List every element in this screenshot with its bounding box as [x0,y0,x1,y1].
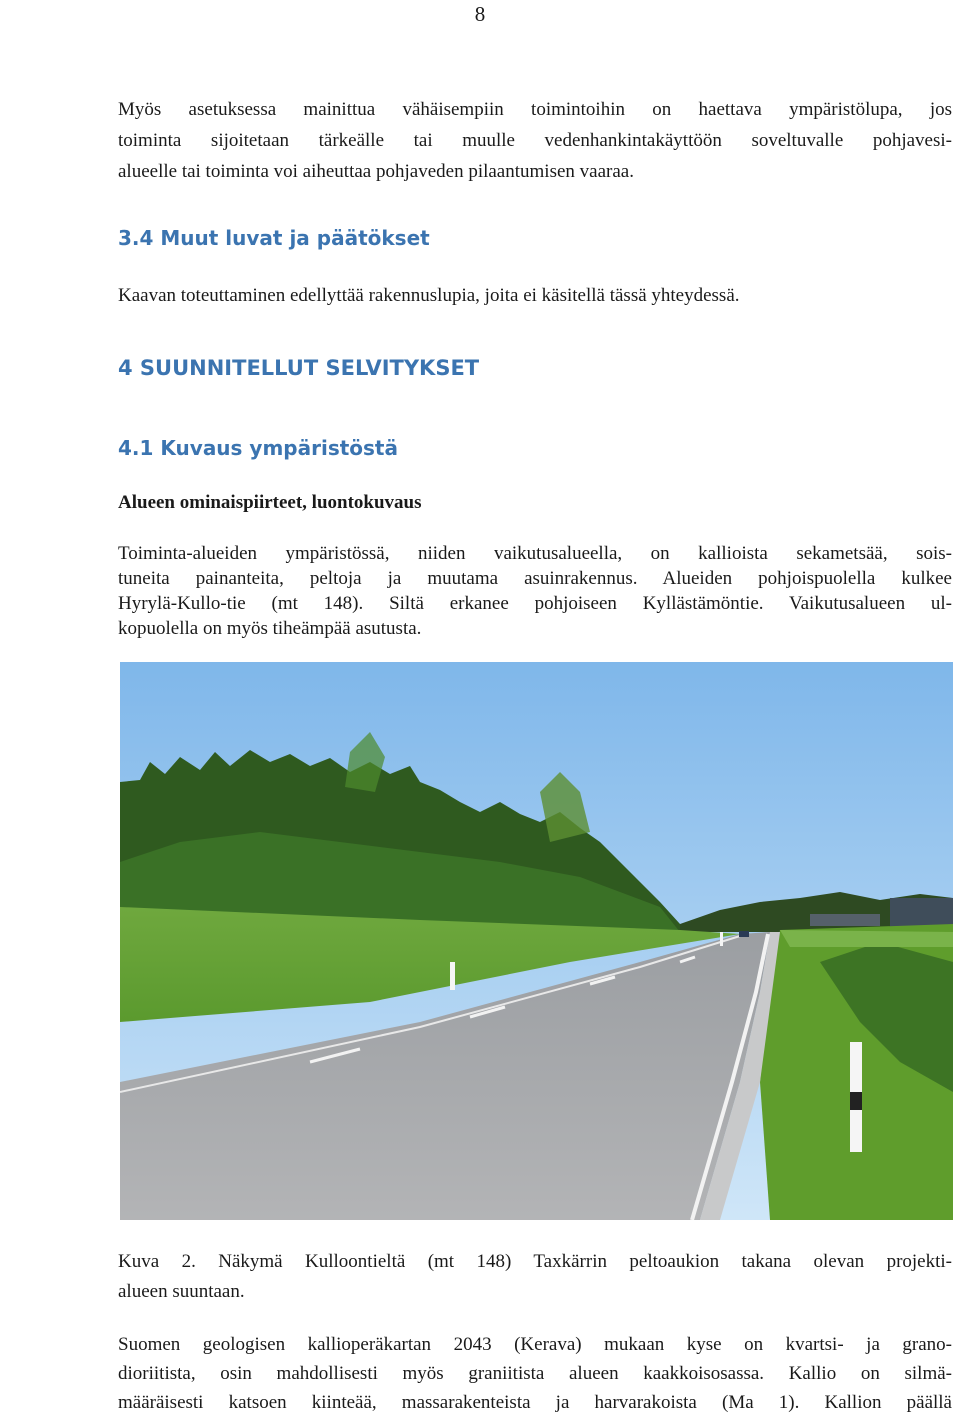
closing-paragraph [118,1330,952,1417]
section-4-heading: 4 SUUNNITELLUT SELVITYKSET [118,356,480,380]
section-4-1-line: Toiminta-alueiden ympäristössä, niiden vaikutusalueella, on kallioista sekametsää, sois- [118,543,952,564]
section-4-1-heading: 4.1 Kuvaus ympäristöstä [118,436,398,460]
intro-line: Myös asetuksessa mainittua vähäisempiin toimintoihin on haettava ympäristölupa, jos [118,99,952,120]
caption-line: Kuva 2. Näkymä Kulloontieltä (mt 148) Taxkärrin peltoaukion takana olevan projekti- [118,1251,952,1272]
section-4-1-line: tuneita painanteita, peltoja ja muutama asuinrakennus. Alueiden pohjoispuolella kulkee [118,568,952,589]
figure-caption [118,1247,952,1307]
section-3-4-text [118,280,952,311]
closing-line: Suomen geologisen kallioperäkartan 2043 (Kerava) mukaan kyse on kvartsi- ja grano- [118,1334,952,1355]
section-4-1-line: Hyrylä-Kullo-tie (mt 148). Siltä erkanee pohjoiseen Kyllästämöntie. Vaikutusalueen ul- [118,593,952,614]
intro-line: alueelle tai toiminta voi aiheuttaa pohjaveden pilaantumisen vaaraa. [118,161,634,182]
section-3-4-heading: 3.4 Muut luvat ja päätökset [118,226,430,250]
section-4-1-line: kopuolella on myös tiheämpää asutusta. [118,618,422,639]
intro-paragraph [118,94,952,187]
section-4-1-subheading: Alueen ominaispiirteet, luontokuvaus [118,492,422,513]
page-number: 8 [474,2,486,26]
caption-line: alueen suuntaan. [118,1281,245,1302]
section-4-1-paragraph [118,541,952,641]
intro-line: toiminta sijoitetaan tärkeälle tai muulle vedenhankintakäyttöön soveltuvalle pohjavesi- [118,130,952,151]
closing-line: dioriitista, osin mahdollisesti myös graniitista alueen kaakkoisosassa. Kallio on silmä- [118,1363,952,1384]
road-landscape-photo [120,662,953,1220]
section-3-4-line: Kaavan toteuttaminen edellyttää rakennuslupia, joita ei käsitellä tässä yhteydessä. [118,285,740,306]
closing-line: määräisesti katsoen kiinteää, massarakenteista ja harvarakoista (Ma 1). Kallion päällä [118,1392,952,1413]
